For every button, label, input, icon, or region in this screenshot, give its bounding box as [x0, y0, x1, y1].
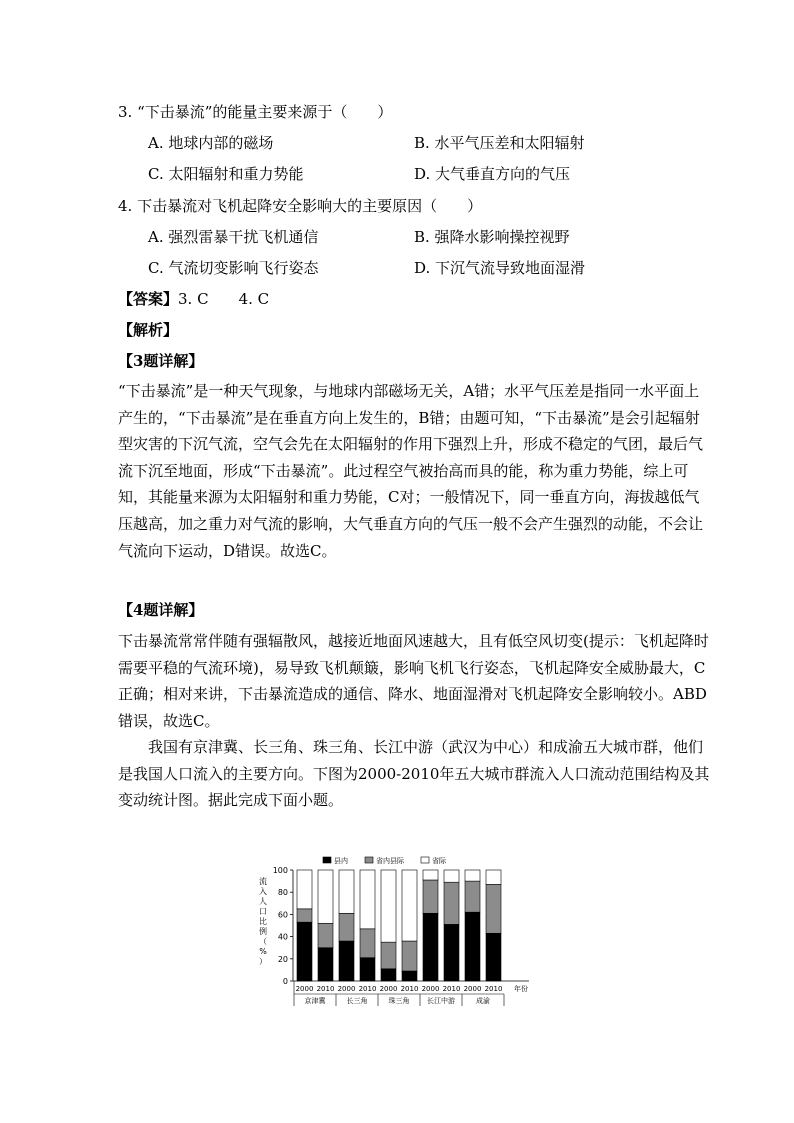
group-label: 长三角 [346, 997, 368, 1005]
q3-detail-label: 【3题详解】 [118, 352, 204, 370]
bar-segment-省际 [339, 870, 354, 913]
q3-detail-line: 气流向下运动，D错误。故选C。 [118, 541, 337, 560]
bar-segment-县内 [339, 941, 354, 981]
x-tick-label: 2010 [316, 985, 335, 993]
q4-detail-paragraph [118, 628, 709, 734]
bar-segment-县内 [381, 969, 396, 981]
y-axis-label-char: 例 [259, 927, 267, 936]
bar-segment-省内县际 [423, 880, 438, 913]
x-tick-label: 2010 [484, 985, 503, 993]
y-axis-label-char: （ [259, 937, 267, 946]
y-axis-label-char: % [259, 947, 267, 956]
x-tick-label: 2000 [337, 985, 356, 993]
x-tick-label: 2000 [463, 985, 482, 993]
q4-option-b: B. 强降水影响操控视野 [414, 228, 570, 246]
q3-stem: 3. “下击暴流”的能量主要来源于（ ） [118, 103, 393, 121]
y-axis-label-char: ） [259, 957, 267, 966]
q3-detail-line: “下击暴流”是一种天气现象，与地球内部磁场无关，A错；水平气压差是指同一水平面上 [118, 382, 700, 400]
bar-segment-省际 [444, 870, 459, 882]
q3-option-c: C. 太阳辐射和重力势能 [148, 165, 304, 183]
q4-detail-line: 下击暴流常常伴随有强辐散风，越接近地面风速越大，且有低空风切变(提示：飞机起降时 [118, 632, 709, 650]
y-tick-label: 0 [282, 977, 288, 986]
intro-paragraph [118, 734, 710, 814]
bar-segment-县内 [444, 924, 459, 981]
bar-segment-县内 [297, 922, 312, 981]
q3-option-d: D. 大气垂直方向的气压 [414, 165, 571, 183]
q4-detail-line: 正确；相对来讲，下击暴流造成的通信、降水、地面湿滑对飞机起降安全影响较小。ABD [118, 685, 707, 704]
x-tick-label: 2000 [295, 985, 314, 993]
bar-segment-省际 [465, 870, 480, 881]
q4-detail-line: 错误，故选C。 [118, 711, 220, 730]
bar-segment-省内县际 [486, 884, 501, 933]
y-tick-label: 60 [277, 910, 288, 920]
q3-detail-line: 知，其能量来源为太阳辐射和重力势能，C对；一般情况下，同一垂直方向，海拔越低气 [118, 488, 700, 507]
x-axis-label: 年份 [514, 985, 528, 993]
legend-swatch [421, 857, 429, 863]
bar-segment-省内县际 [465, 881, 480, 912]
bar-segment-省内县际 [318, 923, 333, 947]
group-label: 长江中游 [427, 997, 455, 1005]
intro-line: 我国有京津冀、长三角、珠三角、长江中游（武汉为中心）和成渝五大城市群，他们 [148, 738, 704, 756]
bar-segment-省际 [360, 870, 375, 929]
x-tick-label: 2000 [379, 985, 398, 993]
bar-segment-省际 [297, 870, 312, 909]
bar-segment-省内县际 [381, 942, 396, 969]
y-axis-label-char: 入 [259, 887, 267, 896]
bar-segment-县内 [318, 948, 333, 981]
q4-detail-line: 需要平稳的气流环境)，易导致飞机颠簸，影响飞机飞行姿态，飞机起降安全威胁最大，C [118, 658, 706, 677]
bar-segment-省际 [381, 870, 396, 942]
bar-segment-省内县际 [339, 913, 354, 941]
y-axis-label-char: 比 [259, 917, 267, 926]
y-tick-label: 20 [277, 954, 288, 964]
analysis-label: 【解析】 [118, 321, 179, 339]
bar-segment-省际 [423, 870, 438, 880]
q3-option-b: B. 水平气压差和太阳辐射 [414, 134, 585, 152]
bar-segment-县内 [423, 913, 438, 981]
x-tick-label: 2010 [400, 985, 419, 993]
q3-detail-line: 流下沉至地面，形成“下击暴流”。此过程空气被抬高而具的能，称为重力势能，综上可 [118, 461, 689, 480]
q3-detail-paragraph [118, 378, 704, 564]
q4-option-d: D. 下沉气流导致地面湿滑 [414, 259, 586, 277]
y-axis-label-char: 人 [259, 897, 267, 906]
q3-option-a: A. 地球内部的磁场 [148, 134, 274, 152]
x-tick-label: 2010 [358, 985, 377, 993]
y-axis-label-char: 口 [259, 907, 267, 916]
bar-segment-省内县际 [297, 909, 312, 922]
chart-svg [255, 850, 540, 1010]
population-flow-chart [255, 850, 540, 1010]
legend-swatch [365, 857, 373, 863]
legend-label: 省内县际 [376, 857, 404, 865]
answer-text: 3. C 4. C [178, 290, 270, 308]
bar-segment-县内 [486, 933, 501, 981]
y-axis-label-char: 流 [259, 877, 267, 886]
bar-segment-省际 [402, 870, 417, 941]
y-tick-label: 40 [277, 932, 288, 942]
q4-detail-label: 【4题详解】 [118, 601, 204, 619]
bar-segment-省内县际 [360, 929, 375, 958]
legend-label: 县内 [334, 857, 348, 865]
group-label: 京津冀 [304, 997, 326, 1005]
legend-swatch [323, 857, 331, 863]
legend-label: 省际 [432, 857, 446, 865]
bar-segment-省内县际 [444, 882, 459, 924]
q3-detail-line: 压越高，加之重力对气流的影响，大气垂直方向的气压一般不会产生强烈的动能，不会让 [118, 514, 704, 533]
q3-detail-line: 型灾害的下沉气流，空气会先在太阳辐射的作用下强烈上升，形成不稳定的气团，最后气 [118, 435, 704, 454]
bar-segment-县内 [402, 971, 417, 981]
q4-option-c: C. 气流切变影响飞行姿态 [148, 259, 319, 277]
x-tick-label: 2000 [421, 985, 440, 993]
answer-line [118, 289, 269, 309]
q4-stem: 4. 下击暴流对飞机起降安全影响大的主要原因（ ） [118, 197, 483, 215]
bar-segment-省际 [486, 870, 501, 884]
intro-line: 是我国人口流入的主要方向。下图为2000-2010年五大城市群流入人口流动范围结构及其 [118, 764, 710, 783]
bar-segment-省内县际 [402, 941, 417, 971]
q3-detail-line: 产生的，“下击暴流”是在垂直方向上发生的，B错；由题可知，“下击暴流”是会引起辐射 [118, 408, 700, 427]
intro-line: 变动统计图。据此完成下面小题。 [118, 791, 344, 810]
answer-label: 【答案】 [118, 290, 179, 308]
bar-segment-县内 [360, 958, 375, 981]
bar-segment-县内 [465, 912, 480, 981]
y-tick-label: 100 [272, 866, 288, 875]
x-tick-label: 2010 [442, 985, 461, 993]
group-label: 珠三角 [388, 997, 410, 1005]
q4-option-a: A. 强烈雷暴干扰飞机通信 [148, 228, 319, 246]
group-label: 成渝 [476, 997, 490, 1005]
y-tick-label: 80 [277, 888, 288, 898]
bar-segment-省际 [318, 870, 333, 923]
